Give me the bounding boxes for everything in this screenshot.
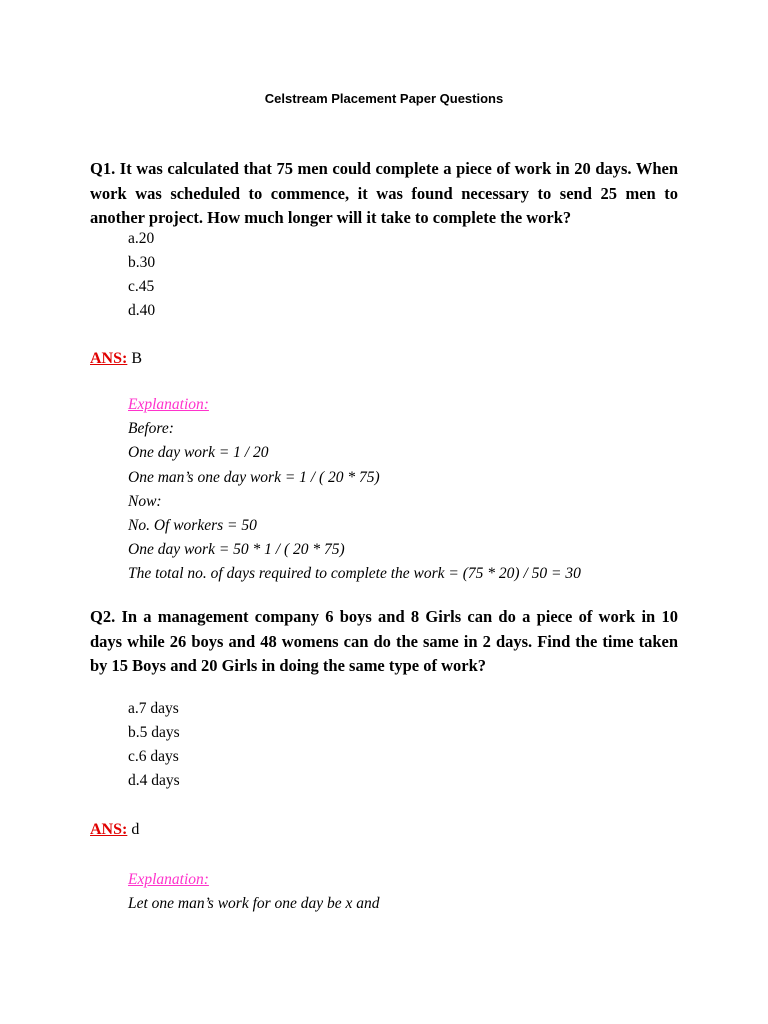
explanation-heading: Explanation: [128, 396, 209, 413]
question-2-explanation [128, 868, 380, 916]
explanation-heading: Explanation: [128, 871, 209, 888]
explanation-line: Let one man’s work for one day be x and [128, 895, 380, 913]
option-a: a.7 days [128, 700, 179, 717]
answer-label: ANS: [90, 821, 128, 838]
answer-value: d [131, 821, 140, 838]
question-1-explanation [128, 393, 581, 587]
option-d: d.4 days [128, 772, 180, 789]
document-title: Celstream Placement Paper Questions [264, 91, 504, 106]
option-b: b.30 [128, 254, 156, 271]
option-b: b.5 days [128, 724, 180, 741]
answer-value: B [131, 350, 143, 367]
question-1-options [128, 227, 155, 323]
question-1-text: Q1. It was calculated that 75 men could complete a piece of work in 20 days. When work was scheduled to commence, it was found necessary to send 25 men to another project. How much longer will it take to complete the work? [90, 159, 678, 227]
question-1-answer [90, 350, 142, 368]
option-a: a.20 [128, 230, 155, 247]
question-2-options [128, 697, 180, 793]
question-2-answer [90, 821, 139, 839]
option-d: d.40 [128, 302, 156, 319]
explanation-line: Now: [128, 492, 162, 510]
explanation-line: One day work = 50 * 1 / ( 20 * 75) [128, 541, 345, 559]
explanation-line: The total no. of days required to complete the work = (75 * 20) / 50 = 30 [128, 565, 581, 583]
explanation-line: No. Of workers = 50 [128, 517, 257, 535]
explanation-line: Before: [128, 420, 174, 438]
option-c: c.6 days [128, 748, 179, 765]
answer-label: ANS: [90, 350, 128, 367]
question-2-text: Q2. In a management company 6 boys and 8 Girls can do a piece of work in 10 days while 26 boys and 48 womens can do the same in 2 days. Find the time taken by 15 Boys and 20 Girls in doing the same type of work? [90, 607, 678, 675]
option-c: c.45 [128, 278, 155, 295]
explanation-line: One man’s one day work = 1 / ( 20 * 75) [128, 468, 380, 486]
explanation-line: One day work = 1 / 20 [128, 444, 269, 462]
